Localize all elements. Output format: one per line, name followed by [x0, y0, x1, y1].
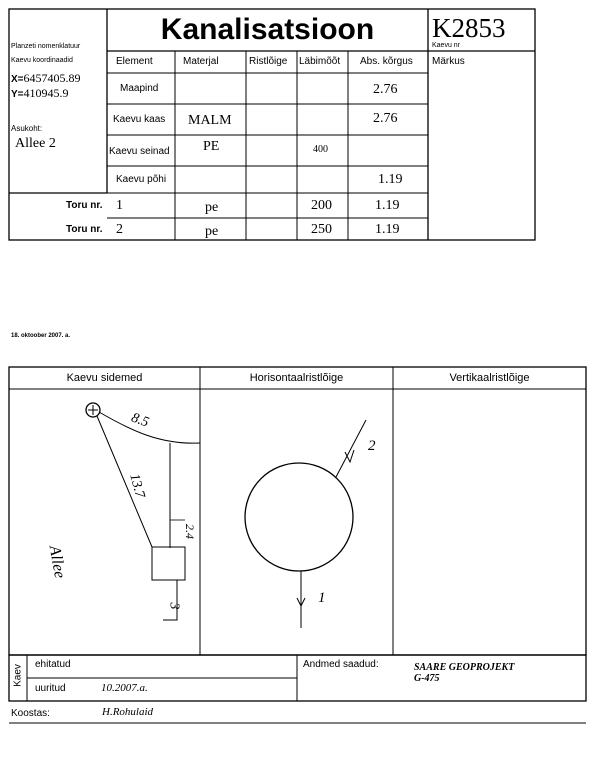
well-number: K2853: [432, 13, 506, 43]
pipe-label: Toru nr.: [66, 224, 103, 235]
source-label: Andmed saadud:: [303, 659, 379, 670]
sketch-street-label: Allee: [45, 544, 69, 580]
source-value: SAARE GEOPROJEKT: [414, 662, 515, 673]
sketch-distance-label: 8.5: [129, 410, 151, 431]
row-height: 1.19: [378, 172, 403, 187]
pipe-label: Toru nr.: [66, 200, 103, 211]
sketch-distance-label: 3: [166, 602, 182, 610]
pipe-in-label: 2: [368, 438, 376, 454]
pipe-out-label: 1: [318, 590, 326, 606]
page-title: Kanalisatsioon: [160, 13, 375, 46]
pipe-diameter: 200: [311, 198, 332, 213]
header-element: Element: [116, 56, 153, 67]
header-cross-section: Ristlõige: [249, 56, 288, 67]
row-element: Maapind: [120, 83, 159, 94]
header-diameter: Läbimõõt: [299, 56, 341, 67]
compiled-label: Koostas:: [11, 708, 50, 719]
pipe-material: pe: [205, 200, 219, 215]
source-code: G-475: [414, 673, 440, 684]
sketch-distance-label: 2.4: [183, 524, 197, 539]
pipe-height: 1.19: [375, 222, 400, 237]
row-element: Kaevu seinad: [109, 146, 170, 157]
column-header-horizontal: Horisontaalristlõige: [249, 372, 344, 384]
row-material: PE: [203, 139, 220, 154]
document-date: 18. oktoober 2007. a.: [11, 333, 71, 339]
location-value: Allee 2: [15, 136, 56, 151]
row-element: Kaevu kaas: [113, 114, 166, 125]
row-height: 2.76: [373, 111, 398, 126]
y-coordinate: Y=410945.9: [11, 86, 69, 100]
pipe-height: 1.19: [375, 198, 400, 213]
pipe-diameter: 250: [311, 222, 332, 237]
header-remarks: Märkus: [432, 56, 465, 67]
column-header-connections: Kaevu sidemed: [66, 372, 143, 384]
compiled-value: H.Rohulaid: [102, 706, 154, 718]
planzeti-label: Planzeti nomenklatuur: [11, 43, 81, 50]
x-coordinate: X=6457405.89: [11, 71, 81, 85]
sketch-distance-label: 13.7: [126, 472, 148, 500]
built-label: ehitatud: [35, 659, 71, 670]
column-header-vertical: Vertikaalristlõige: [449, 372, 530, 384]
well-number-label: Kaevu nr: [432, 42, 461, 49]
row-height: 2.76: [373, 82, 398, 97]
row-diameter: 400: [313, 144, 328, 155]
row-material: MALM: [188, 113, 232, 128]
header-material: Materjal: [183, 56, 219, 67]
location-label: Asukoht:: [11, 124, 43, 133]
pipe-number: 1: [116, 198, 123, 213]
pipe-number: 2: [116, 222, 123, 237]
surveyed-label: uuritud: [35, 683, 66, 694]
surveyed-value: 10.2007.a.: [101, 682, 148, 694]
side-label-well: Kaev: [12, 664, 24, 687]
header-abs-height: Abs. kõrgus: [360, 56, 413, 67]
row-element: Kaevu põhi: [116, 174, 167, 185]
coords-label: Kaevu koordinaadid: [11, 57, 73, 64]
pipe-material: pe: [205, 224, 219, 239]
